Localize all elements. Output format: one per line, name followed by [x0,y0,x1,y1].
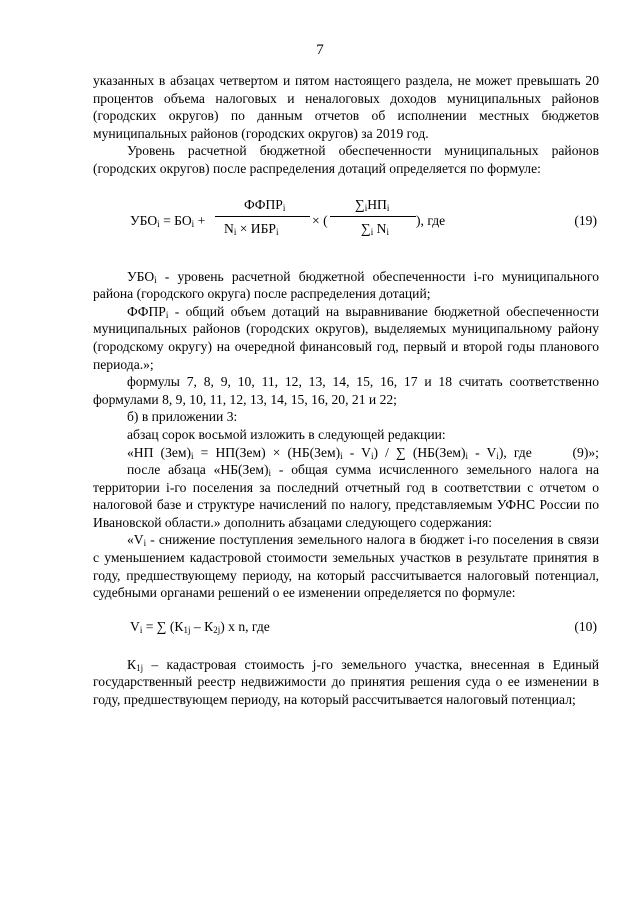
formula-10-number: (10) [574,618,597,634]
formula-9-line: «НП $(Зем)_i = НП(Зем) \times (НБ(Зем)_i - V_i)$ / ∑ $(НБ(Зем)_i - V_i)$, где (9)»; [127,444,599,461]
page-number: 7 [316,42,324,58]
fraction-bar-1 [215,216,310,217]
formula-19-denominator-2: $\sum_i$ $N_i$ [361,220,389,237]
paragraph-2: Уровень расчетной бюджетной обеспеченности муниципальных районов (городских округов) после распределения дотаций определяется по формуле: [93,143,599,176]
formula-10 [93,618,599,638]
paragraph-vi-definition: «$V_i$ - снижение поступления земельного налога в бюджет i-го поселения в связи с уменьшением кадастровой стоимости земельных участков в результате принятия в году, предшествующему периоду, на который рассчитывается налоговый потенциал, судебными органами решений о ее изменении определяется по формуле: [93,532,599,601]
formula-10-expression: $V_i$ = ∑ $(К_{1j} - К_{2j})$ х n, где [130,618,270,635]
formula-19-times: × ( [312,212,328,228]
paragraph-ffpr-definition: $ФФПР_i$ - общий объем дотаций на выравнивание бюджетной обеспеченности муниципальных районов (городских округов), выделяемых муниципальному району (городскому округу) на очередной финансовый год, первый и второй годы планового периода.»; [93,303,599,372]
formula-19-numerator-2: $\sum_iНП_i$ [355,196,390,213]
paragraph-k1j-definition: $К_{1j}$ – кадастровая стоимость j-го земельного участка, внесенная в Единый государственный реестр недвижимости до принятия решения суда о ее изменении в году, предшествующем периоду, на который рассчитывается налоговый потенциал; [93,656,599,708]
paragraph-abzac-48: абзац сорок восьмой изложить в следующей редакции: [127,426,446,442]
paragraph-ubo-definition: $УБО_i$ - уровень расчетной бюджетной обеспеченности i-го муниципального района (городского округа) после распределения дотаций; [93,268,599,302]
paragraph-appendix-3: б) в приложении 3: [127,409,238,425]
paragraph-1: указанных в абзацах четвертом и пятом настоящего раздела, не может превышать 20 процентов объема налоговых и неналоговых доходов муниципальных районов (городских округов) по данным отчетов об исполнении местных бюджетов муниципальных районов (городских округов) за 2019 год. [93,73,599,141]
formula-19-close: ), где [416,212,446,228]
formula-19-denominator-1: $N_i \times ИБР_i$ [224,220,279,237]
formula-19-number: (19) [574,212,597,228]
formula-19 [93,196,599,246]
document-body [93,72,599,709]
paragraph-formulas-renumber: формулы 7, 8, 9, 10, 11, 12, 13, 14, 15, 16, 17 и 18 считать соответственно формулами 8, 9, 10, 11, 12, 13, 14, 15, 16, 20, 21 и 22; [93,374,599,407]
paragraph-after-nb: после абзаца «$НБ(Зем)_i$ - общая сумма исчисленного земельного налога на территории i-го поселения за последний отчетный год в соответствии с отчетом о налоговой базе и структуре начислений по налогу, представляемым УФНС России по Ивановской области.» дополнить абзацами следующего содержания: [93,462,599,530]
formula-19-numerator-1: $ФФПР_i$ [244,196,286,213]
fraction-bar-2 [330,216,416,217]
formula-9-number: (9)»; [572,444,599,460]
formula-19-lhs: $УБО_i = БО_i$ + [130,212,206,229]
